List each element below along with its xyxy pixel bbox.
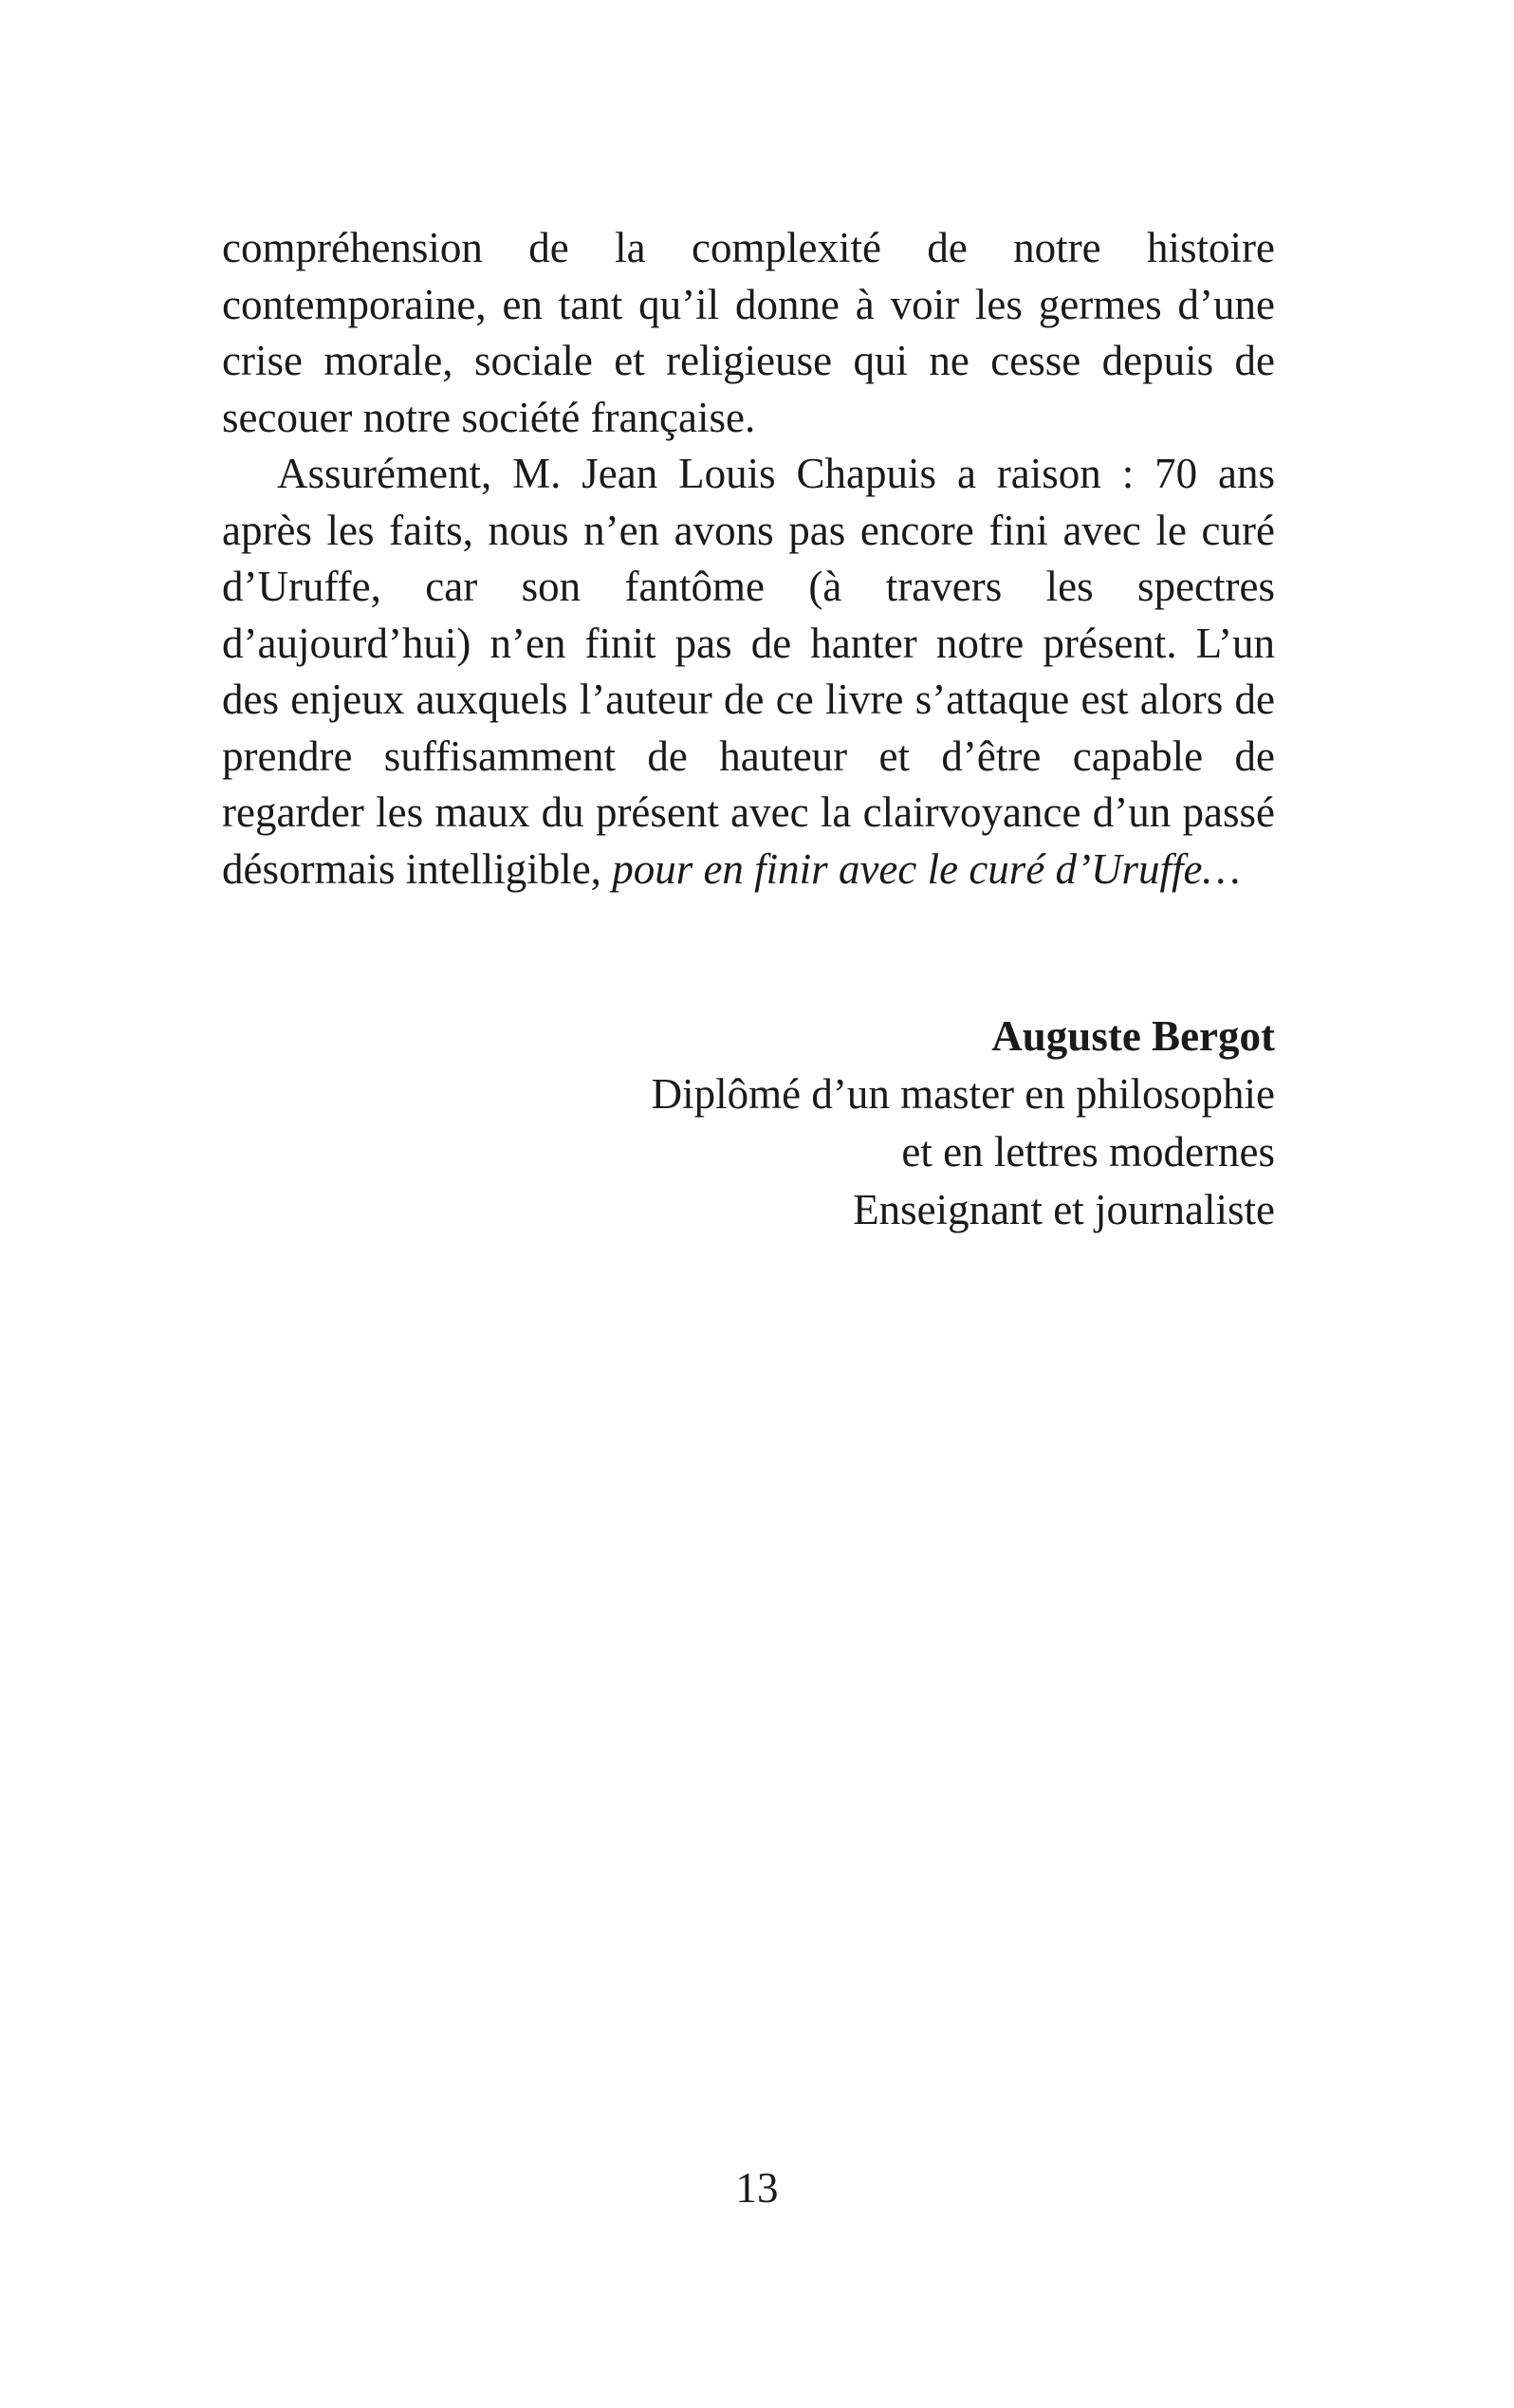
author-credential-line-3: Enseignant et journaliste bbox=[853, 1186, 1275, 1233]
body-text bbox=[222, 220, 1275, 898]
author-credential-line-1: Diplômé d’un master en philosophie bbox=[651, 1070, 1275, 1118]
author-credential-line-2: et en lettres modernes bbox=[901, 1128, 1275, 1176]
paragraph-continuation: compréhension de la complexité de notre histoire contemporaine, en tant qu’il donne à voir les germes d’une crise morale, sociale et religieuse qui ne cesse depuis de secouer notre société française. bbox=[222, 224, 1275, 441]
paragraph-main bbox=[222, 446, 1275, 898]
paragraph-main-text: Assurément, M. Jean Louis Chapuis a raison : 70 ans après les faits, nous n’en avons pas encore fini avec le curé d’Uruffe, car son fantôme (à travers les spectres d’aujourd’hui) n’en finit pas de hanter notre présent. L’un des enjeux auxquels l’auteur de ce livre s’attaque est alors de prendre suffisamment de hauteur et d’être capable de regarder les maux du présent avec la clairvoyance d’un passé désormais intelligible, bbox=[222, 450, 1275, 893]
paragraph-main-italic-phrase: pour en finir avec le curé d’Uruffe… bbox=[612, 844, 1241, 893]
page-number: 13 bbox=[735, 2164, 779, 2212]
signature-block bbox=[652, 1008, 1275, 1239]
author-name: Auguste Bergot bbox=[991, 1012, 1275, 1060]
